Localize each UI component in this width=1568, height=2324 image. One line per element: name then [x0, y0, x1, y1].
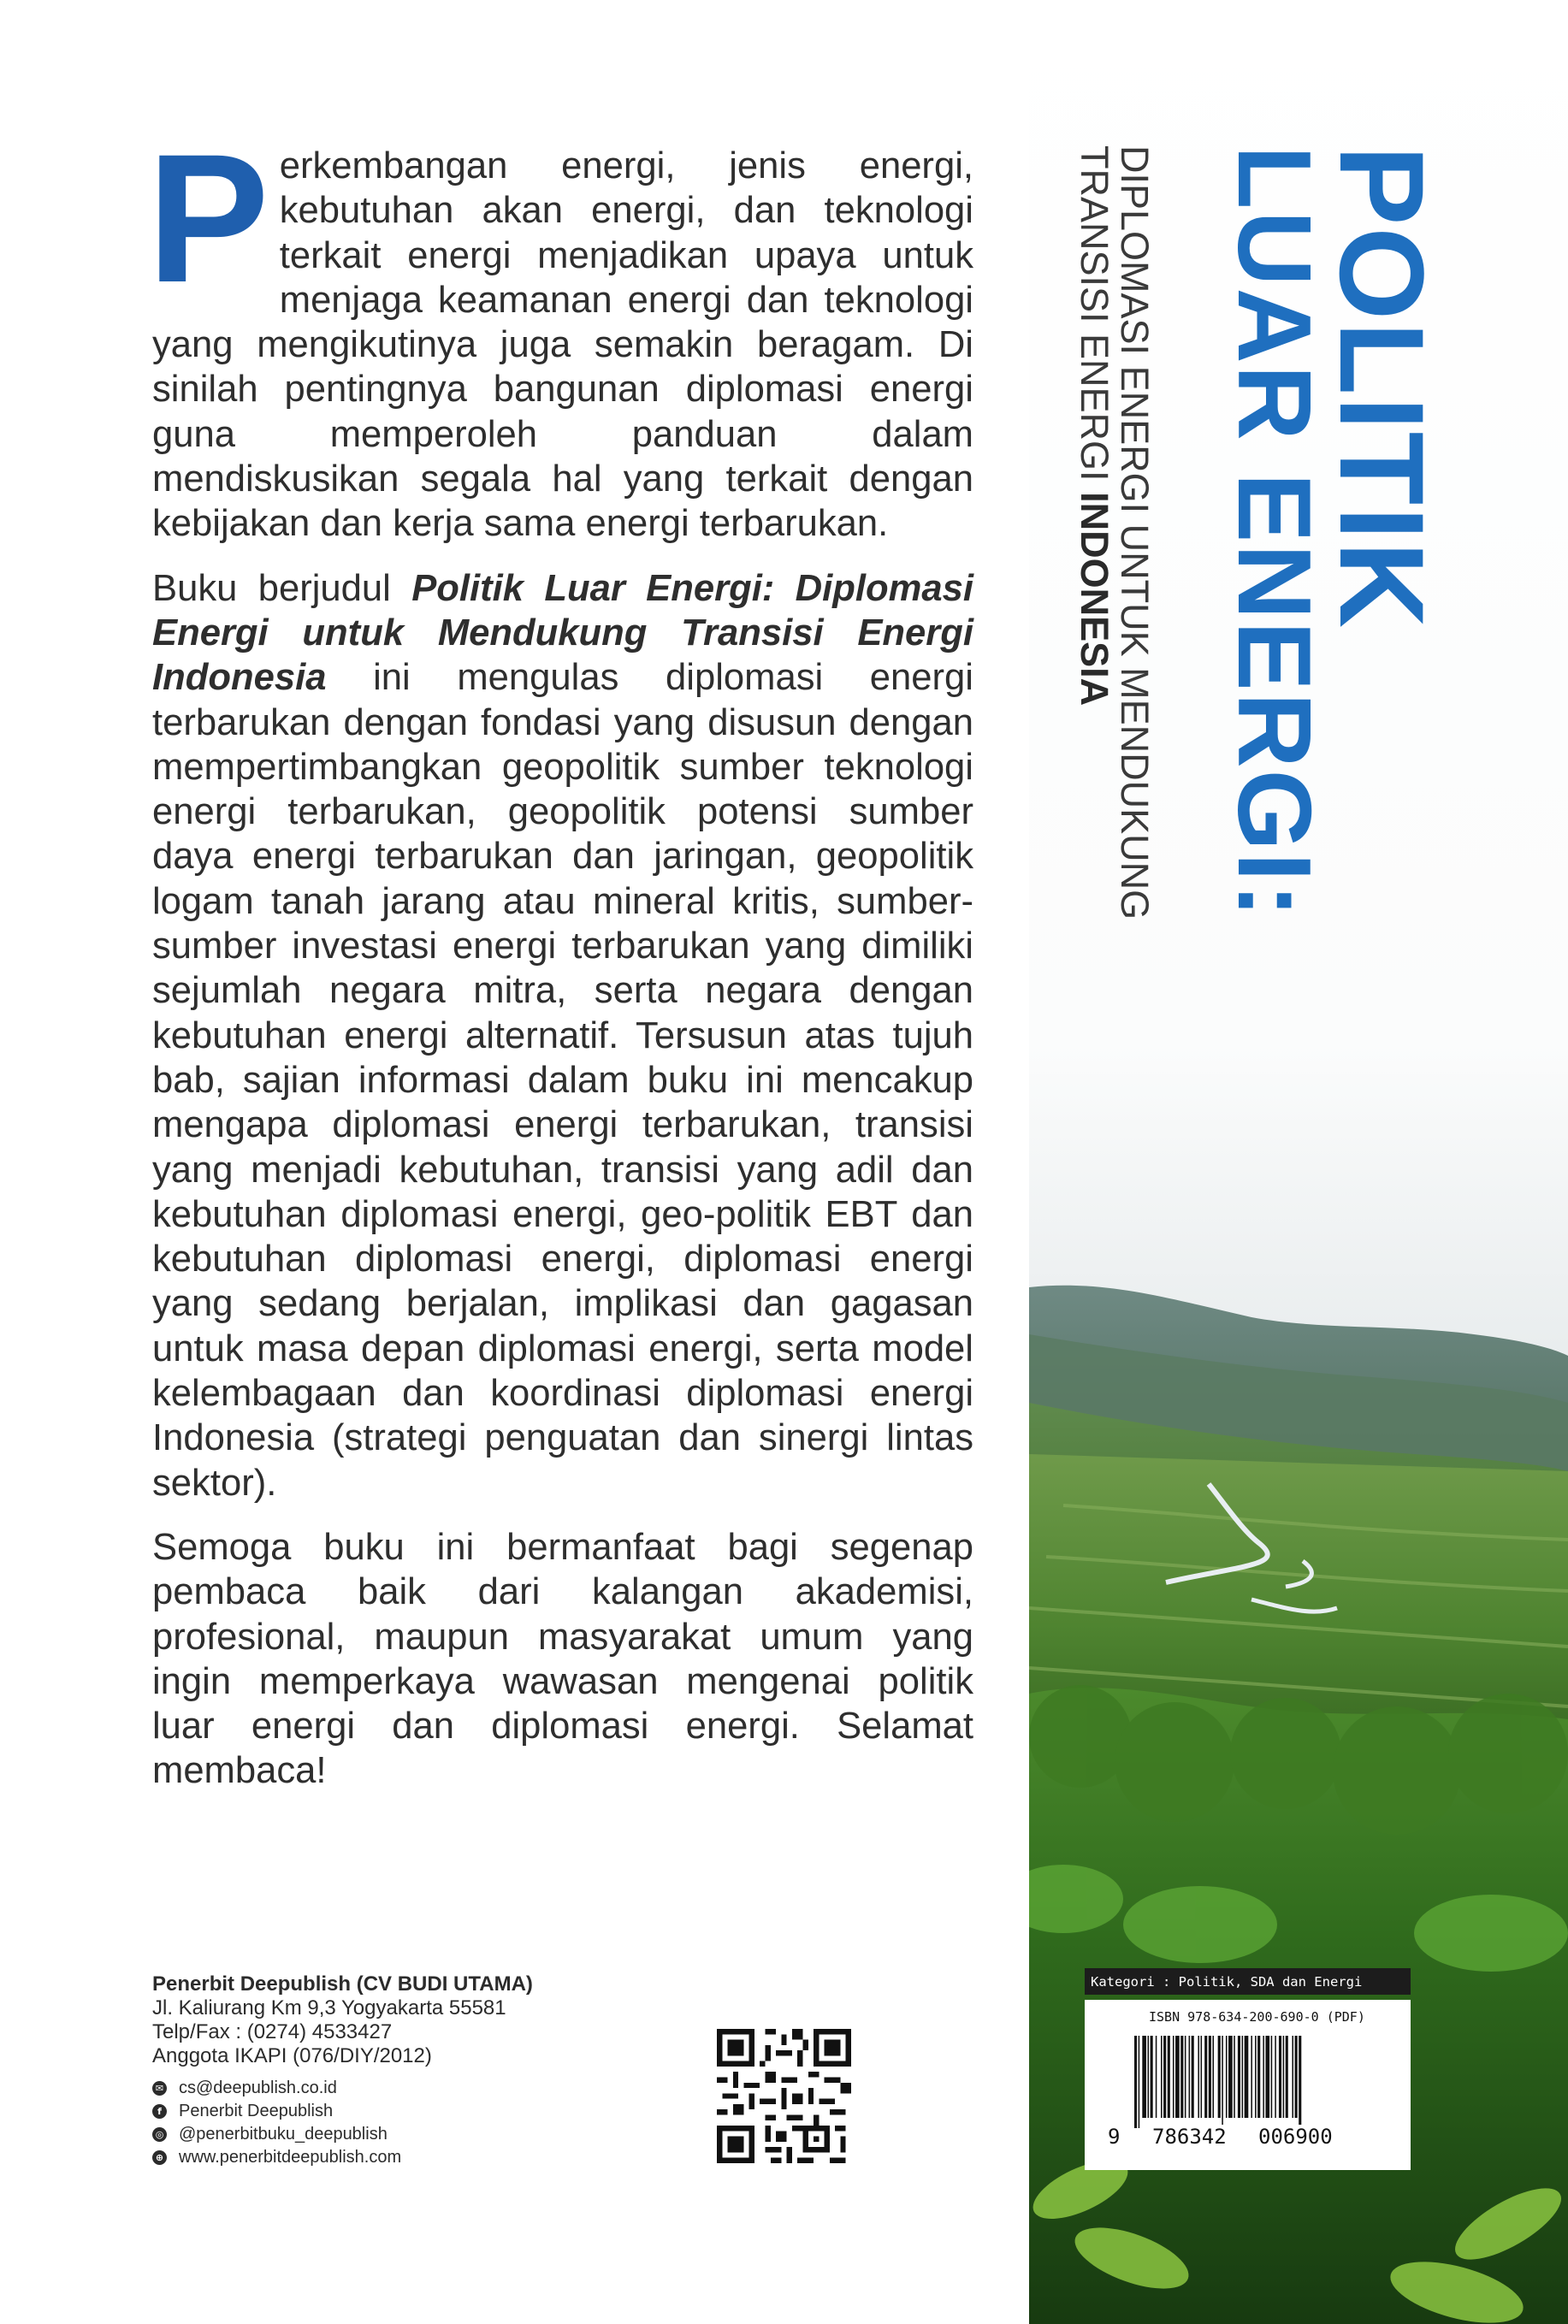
subtitle-line-1: DIPLOMASI ENERGI UNTUK MENDUKUNG — [1113, 145, 1157, 920]
barcode-bar — [1209, 2036, 1211, 2118]
barcode-digit-first: 9 — [1105, 2125, 1122, 2149]
barcode-bar — [1271, 2036, 1273, 2118]
barcode-bar — [1201, 2036, 1203, 2118]
qr-code[interactable] — [717, 2029, 851, 2163]
barcode-bar — [1218, 2036, 1221, 2118]
barcode-bar — [1189, 2036, 1191, 2118]
barcode-bar — [1295, 2036, 1298, 2118]
drop-cap: P — [147, 116, 269, 321]
barcode-bar — [1279, 2036, 1281, 2118]
barcode-bar — [1156, 2036, 1157, 2118]
barcode-bar — [1275, 2036, 1276, 2118]
publisher-contacts — [152, 2077, 631, 2169]
barcode-bar — [1204, 2036, 1207, 2118]
title-line-2: LUAR ENERGI: — [1216, 145, 1333, 920]
publisher-address: Jl. Kaliurang Km 9,3 Yogyakarta 55581 — [152, 1996, 506, 2019]
instagram-icon: ◎ — [152, 2127, 167, 2142]
barcode-group-2: 006900 — [1256, 2125, 1335, 2149]
contact-facebook-text: Penerbit Deepublish — [179, 2102, 334, 2120]
subtitle-line-2 — [1074, 145, 1115, 920]
facebook-icon: f — [152, 2104, 167, 2119]
isbn-label: ISBN 978-634-200-690-0 (PDF) — [1149, 2009, 1365, 2025]
barcode-bar — [1175, 2036, 1180, 2118]
barcode-bar — [1263, 2036, 1264, 2118]
barcode-bar — [1142, 2036, 1146, 2118]
subtitle-line-2-bold: INDONESIA — [1072, 492, 1116, 707]
blurb-paragraph-2 — [152, 566, 973, 1505]
contact-email-text: cs@deepublish.co.id — [179, 2079, 337, 2097]
barcode-bar — [1151, 2036, 1153, 2118]
barcode-bar — [1134, 2036, 1137, 2128]
barcode-bar — [1185, 2036, 1186, 2118]
barcode-bar — [1245, 2036, 1249, 2118]
publisher-info — [152, 1972, 631, 2169]
contact-instagram[interactable] — [152, 2123, 631, 2146]
barcode-bar — [1168, 2036, 1170, 2118]
blurb-paragraph-2-text: ini mengulas diplomasi energi terbarukan dengan fondasi yang disusun dengan mempertimbangkan geopolitik sumber teknologi energi terbarukan, geopolitik potensi sumber daya energi terbarukan dan jaringan, geopolitik logam tanah jarang atau mineral kritis, sumber-sumber investasi energi terbarukan yang dimiliki sejumlah negara mitra, serta negara dengan kebutuhan energi alternatif. Tersusun atas tujuh bab, sajian informasi dalam buku ini mencakup mengapa diplomasi energi terbarukan, transisi yang menjadi kebutuhan, transisi yang adil dan kebutuhan diplomasi energi, geo-politik EBT dan kebutuhan diplomasi energi, diplomasi energi yang sedang berjalan, implikasi dan gagasan untuk masa depan diplomasi energi, serta model kelembagaan dan koordinasi diplomasi energi Indonesia (strategi penguatan dan sinergi lintas sektor). — [152, 657, 973, 1504]
subtitle-line-2-prefix: TRANSISI ENERGI — [1072, 145, 1116, 493]
contact-email[interactable] — [152, 2077, 631, 2100]
barcode-bar — [1242, 2036, 1244, 2118]
barcode-bar — [1180, 2036, 1183, 2118]
blurb — [147, 116, 974, 1813]
barcode-bar — [1228, 2036, 1233, 2118]
barcode-bar — [1292, 2036, 1293, 2118]
web-icon: ⊕ — [152, 2150, 167, 2165]
barcode-bar — [1283, 2036, 1285, 2118]
book-title — [1216, 145, 1449, 920]
contact-facebook[interactable] — [152, 2100, 631, 2123]
barcode-bar — [1257, 2036, 1260, 2118]
barcode-bar — [1173, 2036, 1175, 2118]
publisher-name: Penerbit Deepublish (CV BUDI UTAMA) — [152, 1972, 533, 1996]
barcode-bar — [1238, 2036, 1240, 2118]
contact-website-text: www.penerbitdeepublish.com — [179, 2148, 402, 2167]
barcode-bar — [1255, 2036, 1257, 2118]
contact-instagram-text: @penerbitbuku_deepublish — [179, 2125, 388, 2144]
barcode-bar — [1234, 2036, 1235, 2118]
publisher-member: Anggota IKAPI (076/DIY/2012) — [152, 2044, 432, 2067]
blurb-paragraph-2-intro: Buku berjudul — [152, 567, 412, 609]
barcode-group-1: 786342 — [1150, 2125, 1229, 2149]
barcode-bar — [1265, 2036, 1269, 2118]
email-icon: ✉ — [152, 2081, 167, 2096]
book-subtitle — [1074, 145, 1156, 920]
barcode-bar — [1139, 2036, 1140, 2128]
isbn-barcode-box — [1085, 2000, 1411, 2170]
category-label: Kategori : Politik, SDA dan Energi — [1085, 1968, 1411, 1995]
barcode-bar — [1222, 2036, 1223, 2128]
barcode-bar — [1299, 2036, 1301, 2128]
title-line-1: POLITIK — [1315, 145, 1449, 630]
barcode-bar — [1192, 2036, 1194, 2118]
barcode-bar — [1161, 2036, 1163, 2118]
barcode — [1134, 2036, 1362, 2128]
barcode-bar — [1226, 2036, 1228, 2118]
barcode-bar — [1286, 2036, 1288, 2118]
barcode-bar — [1163, 2036, 1166, 2118]
barcode-bar — [1212, 2036, 1214, 2118]
book-title-inline: Politik Luar Energi: Diplomasi Energi untuk Mendukung Transisi Energi Indonesia — [152, 567, 974, 699]
barcode-bar — [1148, 2036, 1150, 2118]
barcode-bar — [1198, 2036, 1199, 2118]
publisher-phone: Telp/Fax : (0274) 4533427 — [152, 2020, 393, 2043]
blurb-paragraph-3: Semoga buku ini bermanfaat bagi segenap pembaca baik dari kalangan akademisi, profesional, maupun masyarakat umum yang ingin memperkaya wawasan mengenai politik luar energi dan diplomasi energi. Selamat membaca! — [152, 1526, 973, 1792]
blurb-paragraph-1-text: erkembangan energi, jenis energi, kebutuhan akan energi, dan teknologi terkait energi menjadikan upaya untuk menjaga keamanan energi dan teknologi yang mengikutinya juga semakin beragam. Di sinilah pentingnya bangunan diplomasi energi guna memperoleh panduan dalam mendiskusikan segala hal yang terkait dengan kebijakan dan kerja sama energi terbarukan. — [152, 145, 973, 545]
barcode-bar — [1251, 2036, 1252, 2118]
contact-website[interactable] — [152, 2146, 631, 2169]
blurb-paragraph-1 — [147, 116, 973, 547]
